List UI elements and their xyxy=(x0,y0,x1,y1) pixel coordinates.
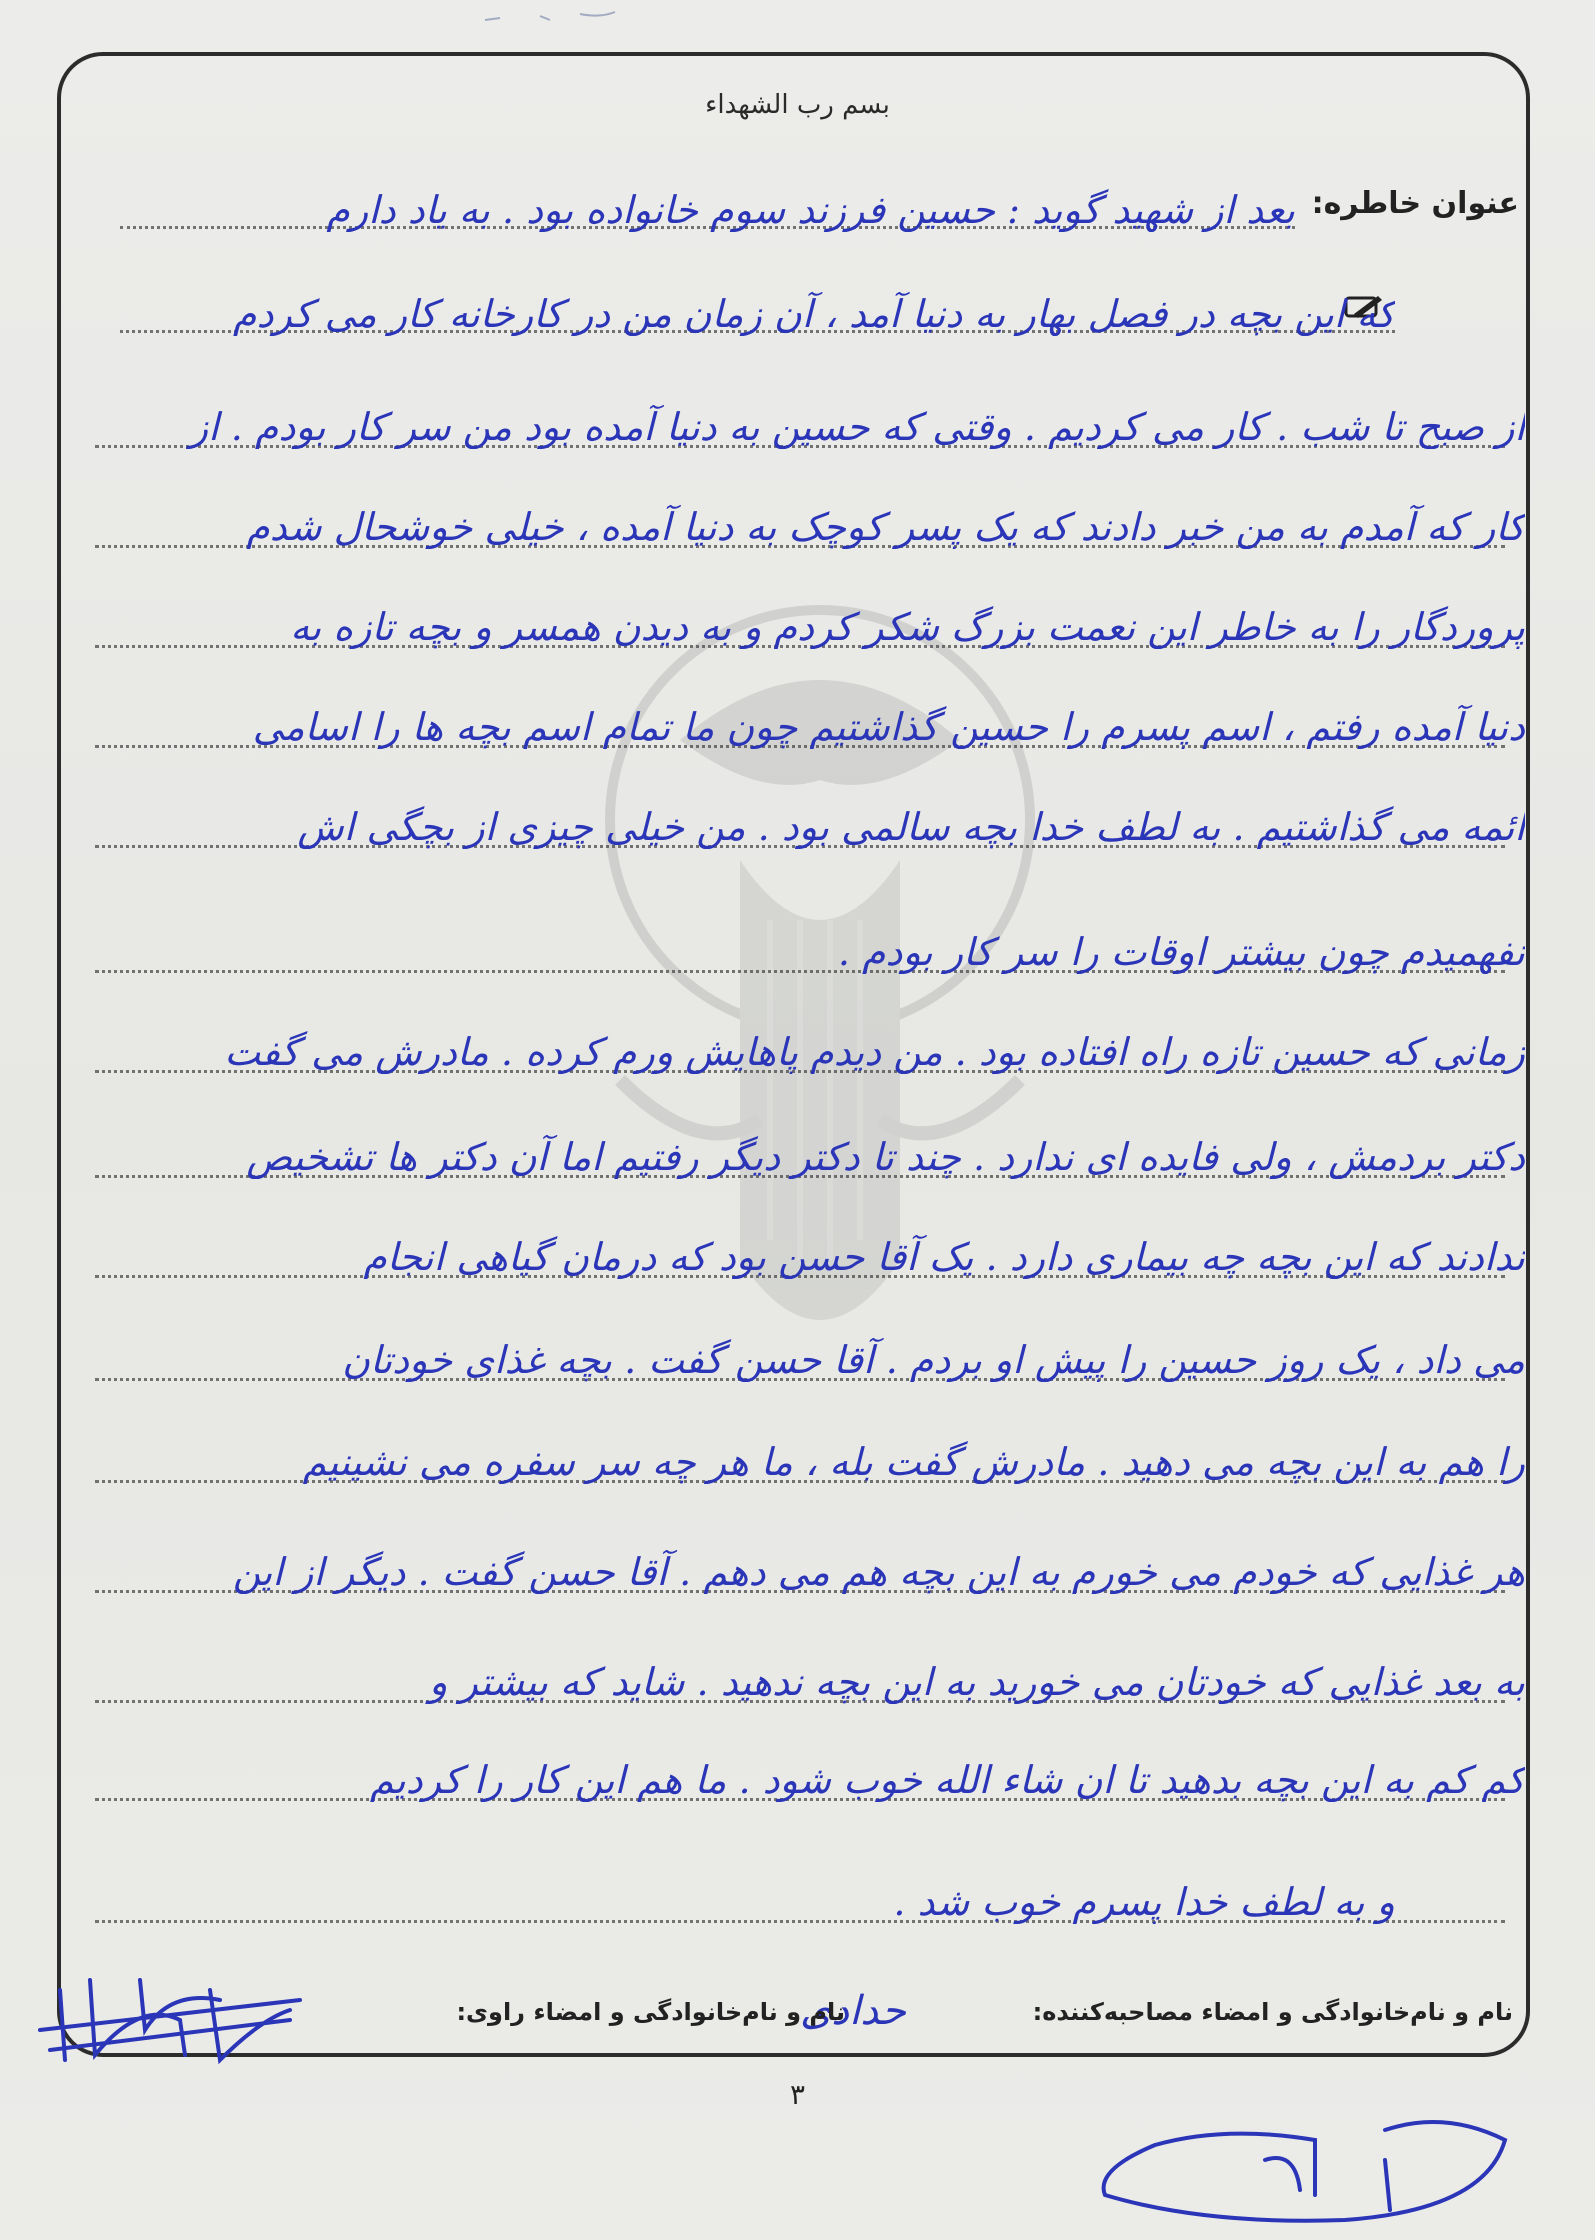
memoir-line-10: دکتر بردمش ، ولی فایده ای ندارد . چند تا دکتر دیگر رفتیم اما آن دکتر ها تشخیص xyxy=(246,1135,1525,1179)
memoir-line-5: پروردگار را به خاطر این نعمت بزرگ شکر کردم و به دیدن همسر و بچه تازه به xyxy=(290,605,1525,649)
memoir-line-12: می داد ، یک روز حسین را پیش او بردم . آقا حسن گفت . بچه غذای خودتان xyxy=(342,1338,1525,1382)
page-header: بسم رب الشهداء xyxy=(705,90,890,120)
memoir-line-3: از صبح تا شب . کار می کردیم . وقتی که حسین به دنیا آمده بود من سر کار بودم . از xyxy=(189,405,1525,449)
memoir-line-7: ائمه می گذاشتیم . به لطف خدا بچه سالمی بود . من خیلی چیزی از بچگی اش xyxy=(297,805,1525,849)
memoir-line-11: ندادند که این بچه چه بیماری دارد . یک آقا حسن بود که درمان گیاهی انجام xyxy=(363,1235,1525,1279)
memoir-line-1: بعد از شهید گوید : حسین فرزند سوم خانواده بود . به یاد دارم xyxy=(326,188,1295,232)
verifier-signature xyxy=(1085,2100,1515,2230)
top-edge-mark xyxy=(480,8,620,26)
interviewer-name: حدادی xyxy=(800,1988,906,2034)
memoir-line-17: و به لطف خدا پسرم خوب شد . xyxy=(893,1880,1395,1924)
memoir-line-9: زمانی که حسین تازه راه افتاده بود . من دیدم پاهایش ورم کرده . مادرش می گفت xyxy=(224,1030,1525,1074)
page-number: ۳ xyxy=(789,2078,806,2111)
memoir-line-13: را هم به این بچه می دهید . مادرش گفت بله ، ما هر چه سر سفره می نشینیم xyxy=(302,1440,1525,1484)
interviewer-label: نام و نام‌خانوادگی و امضاء مصاحبه‌کننده: xyxy=(1032,1998,1513,2026)
memoir-line-14: هر غذایی که خودم می خورم به این بچه هم می دهم . آقا حسن گفت . دیگر از این xyxy=(232,1550,1525,1594)
memoir-line-4: کار که آمدم به من خبر دادند که یک پسر کوچک به دنیا آمده ، خیلی خوشحال شدم xyxy=(246,505,1525,549)
memoir-line-16: کم کم به این بچه بدهید تا ان شاء الله خوب شود . ما هم این کار را کردیم xyxy=(369,1758,1525,1802)
memoir-line-8: نفهمیدم چون بیشتر اوقات را سر کار بودم . xyxy=(837,930,1525,974)
narrator-label: نام و نام‌خانوادگی و امضاء راوی: xyxy=(456,1998,845,2026)
memoir-line-2: که این بچه در فصل بهار به دنیا آمد ، آن زمان من در کارخانه کار می کردم xyxy=(233,292,1395,336)
memoir-line-6: دنیا آمده رفتم ، اسم پسرم را حسین گذاشتیم چون ما تمام اسم بچه ها را اسامی xyxy=(252,705,1525,749)
memoir-line-15: به بعد غذایی که خودتان می خورید به این بچه ندهید . شاید که بیشتر و xyxy=(429,1660,1525,1704)
seal-watermark-icon xyxy=(560,560,1080,1460)
memoir-title-label: عنوان خاطره: xyxy=(1311,186,1519,221)
narrator-signature xyxy=(20,1960,320,2070)
